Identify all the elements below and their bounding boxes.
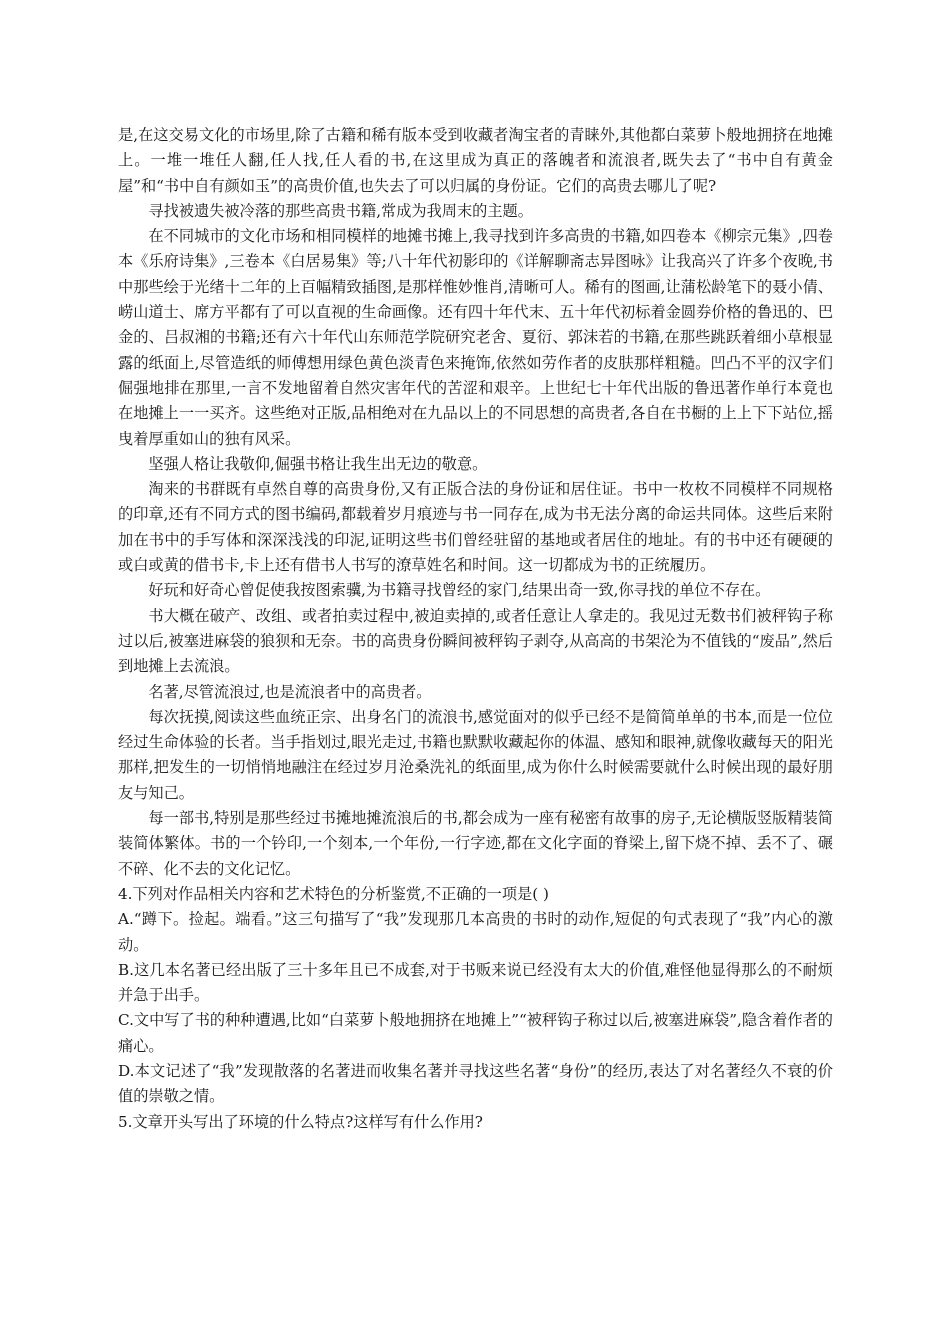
paragraph: 在不同城市的文化市场和相同模样的地摊书摊上,我寻找到许多高贵的书籍,如四卷本《柳宗元集》,四卷本《乐府诗集》,三卷本《白居易集》等;八十年代初影印的《详解聊斋志异图咏》让我高兴了许多个夜晚,书中那些绘于光绪十二年的上百幅精致插图,是那样惟妙惟肖,清晰可人。稀有的图画,让蒲松龄笔下的聂小倩、崂山道士、席方平都有了可以直视的生命画像。还有四十年代末、五十年代初标着金圆券价格的鲁迅的、巴金的、吕叔湘的书籍;还有六十年代山东师范学院研究老舍、夏衍、郭沫若的书籍,在那些跳跃着细小草根显露的纸面上,尽管造纸的师傅想用绿色黄色淡青色来掩饰,依然如劳作者的皮肤那样粗糙。凹凸不平的汉字们倔强地排在那里,一言不发地留着自然灾害年代的苦涩和艰辛。上世纪七十年代出版的鲁迅著作单行本竟也在地摊上一一买齐。这些绝对正版,品相绝对在九品以上的不同思想的高贵者,各自在书橱的上上下下站位,摇曳着厚重如山的独有风采。 (118, 227, 833, 448)
paragraph: 每次抚摸,阅读这些血统正宗、出身名门的流浪书,感觉面对的似乎已经不是简简单单的书本,而是一位位经过生命体验的长者。当手指划过,眼光走过,书籍也默默收藏起你的体温、感知和眼神,就像收藏每天的阳光那样,把发生的一切悄悄地融注在经过岁月沧桑洗礼的纸面里,成为你什么时候需要就什么时候出现的最好朋友与知己。 (118, 707, 833, 802)
paragraph: 每一部书,特别是那些经过书摊地摊流浪后的书,都会成为一座有秘密有故事的房子,无论横版竖版精装简装简体繁体。书的一个钤印,一个刻本,一个年份,一行字迹,都在文化字面的脊梁上,留下烧不掉、丢不了、碾不碎、化不去的文化记忆。 (118, 809, 833, 878)
paragraph: 名著,尽管流浪过,也是流浪者中的高贵者。 (148, 682, 432, 701)
document-page (118, 123, 833, 1135)
question-4-option-a: A.“蹲下。捡起。端看。”这三句描写了“我”发现那几本高贵的书时的动作,短促的句式表现了“我”内心的激动。 (118, 910, 833, 954)
paragraph: 是,在这交易文化的市场里,除了古籍和稀有版本受到收藏者淘宝者的青睐外,其他都白菜萝卜般地拥挤在地摊上。一堆一堆任人翻,任人找,任人看的书,在这里成为真正的落魄者和流浪者,既失去了“书中自有黄金屋”和“书中自有颜如玉”的高贵价值,也失去了可以归属的身份证。它们的高贵去哪儿了呢? (118, 126, 833, 195)
paragraph: 寻找被遗失被冷落的那些高贵书籍,常成为我周末的主题。 (148, 201, 533, 220)
paragraph: 淘来的书群既有卓然自尊的高贵身份,又有正版合法的身份证和居住证。书中一枚枚不同模样不同规格的印章,还有不同方式的图书编码,都载着岁月痕迹与书一同存在,成为书无法分离的命运共同体。这些后来附加在书中的手写体和深深浅浅的印泥,证明这些书们曾经驻留的基地或者居住的地址。有的书中还有硬硬的或白或黄的借书卡,卡上还有借书人书写的潦草姓名和时间。这一切都成为书的正统履历。 (118, 480, 833, 575)
paragraph: 书大概在破产、改组、或者拍卖过程中,被迫卖掉的,或者任意让人拿走的。我见过无数书们被秤钩子称过以后,被塞进麻袋的狼狈和无奈。书的高贵身份瞬间被秤钩子剥夺,从高高的书架沦为不值钱的“废品”,然后到地摊上去流浪。 (118, 606, 833, 676)
question-4-option-b: B.这几本名著已经出版了三十多年且已不成套,对于书贩来说已经没有太大的价值,难怪他显得那么的不耐烦并急于出手。 (118, 960, 833, 1005)
question-4-option-d: D.本文记述了“我”发现散落的名著进而收集名著并寻找这些名著“身份”的经历,表达了对名著经久不衰的价值的崇敬之情。 (118, 1061, 833, 1106)
question-4-stem: 4.下列对作品相关内容和艺术特色的分析鉴赏,不正确的一项是( ) (118, 884, 549, 903)
paragraph: 坚强人格让我敬仰,倔强书格让我生出无边的敬意。 (148, 454, 488, 473)
paragraph: 好玩和好奇心曾促使我按图索骥,为书籍寻找曾经的家门,结果出奇一致,你寻找的单位不存在。 (148, 581, 771, 600)
question-4-option-c: C.文中写了书的种种遭遇,比如“白菜萝卜般地拥挤在地摊上”“被秤钩子称过以后,被塞进麻袋”,隐含着作者的痛心。 (118, 1011, 833, 1055)
question-5-stem: 5.文章开头写出了环境的什么特点?这样写有什么作用? (118, 1112, 483, 1131)
